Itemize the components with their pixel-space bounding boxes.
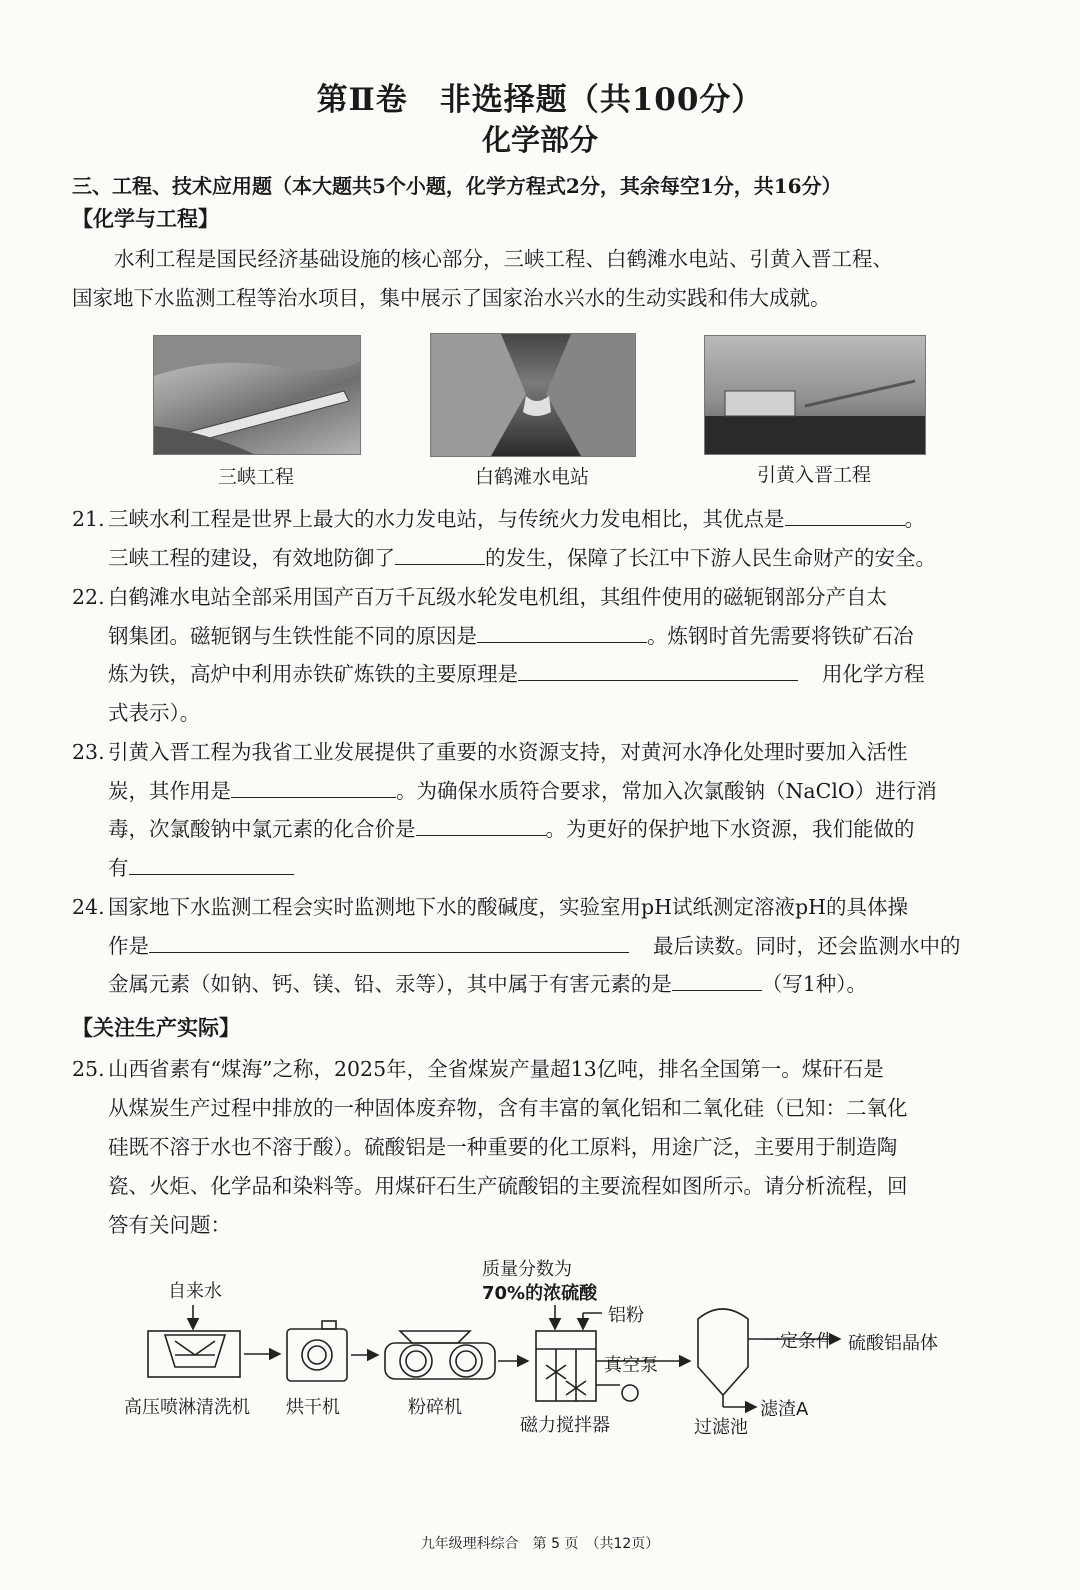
acid-label-line2: 70%的浓硫酸 xyxy=(482,1283,598,1304)
intro-line: 水利工程是国民经济基础设施的核心部分，三峡工程、白鹤滩水电站、引黄入晋工程、 xyxy=(114,247,893,271)
answer-blank[interactable] xyxy=(416,815,546,836)
residue-label: 滤渣A xyxy=(760,1399,809,1420)
question-text: 毒，次氯酸钠中氯元素的化合价是 xyxy=(108,817,416,841)
question-text: 作是 xyxy=(108,933,149,958)
answer-blank[interactable] xyxy=(477,622,647,643)
aluminum-powder-label: 铝粉 xyxy=(608,1305,644,1326)
question-text: 。炼钢时首先需要将铁矿石冶 xyxy=(647,623,914,648)
answer-blank[interactable] xyxy=(785,505,905,526)
photo-caption: 三峡工程 xyxy=(217,466,294,488)
question-text: 。为更好的保护地下水资源，我们能做的 xyxy=(545,817,915,841)
crusher-label: 粉碎机 xyxy=(408,1397,462,1418)
question-23 xyxy=(72,733,1012,887)
stirrer-label: 磁力搅拌器 xyxy=(520,1415,610,1436)
acid-label-line1: 质量分数为 xyxy=(482,1259,572,1280)
question-text: 钢集团。磁轭钢与生铁性能不同的原因是 xyxy=(108,623,477,648)
section-heading: 三、工程、技术应用题（本大题共5个小题，化学方程式2分，其余每空1分，共16分） xyxy=(72,174,842,198)
answer-blank[interactable] xyxy=(231,777,396,798)
question-text: 答有关问题： xyxy=(108,1213,231,1237)
condition-label: 一定条件 xyxy=(762,1331,834,1352)
question-number: 24. xyxy=(72,895,105,919)
exam-part-title: 第Ⅱ卷 非选择题（共100分） xyxy=(316,82,764,118)
yellow-river-image xyxy=(705,336,925,454)
process-flow-diagram xyxy=(0,1255,1080,1455)
question-text: 白鹤滩水电站全部采用国产百万千瓦级水轮发电机组，其组件使用的磁轭钢部分产自太 xyxy=(108,585,887,609)
question-text: 金属元素（如钠、钙、镁、铅、汞等），其中属于有害元素的是 xyxy=(108,972,672,996)
baihetan-image xyxy=(431,334,635,456)
page-footer: 九年级理科综合 第 5 页 （共12页） xyxy=(420,1536,660,1552)
three-gorges-image xyxy=(154,336,360,454)
topic-tag-production: 【关注生产实际】 xyxy=(72,1015,240,1040)
answer-blank[interactable] xyxy=(395,544,485,565)
vacuum-pump-label: 真空泵 xyxy=(604,1355,658,1376)
product-label: 硫酸铝晶体 xyxy=(848,1333,938,1354)
question-number: 21. xyxy=(72,507,105,531)
question-text: 。 xyxy=(904,507,925,531)
photo-caption: 白鹤滩水电站 xyxy=(474,466,589,488)
question-text: 炼为铁，高炉中利用赤铁矿炼铁的主要原理是 xyxy=(108,662,518,686)
answer-blank[interactable] xyxy=(672,970,762,991)
question-text: 从煤炭生产过程中排放的一种固体废弃物，含有丰富的氧化铝和二氧化硅（已知：二氧化 xyxy=(108,1096,908,1120)
question-number: 22. xyxy=(72,585,105,609)
intro-line: 国家地下水监测工程等治水项目，集中展示了国家治水兴水的生动实践和伟大成就。 xyxy=(72,286,831,310)
question-22 xyxy=(72,578,1012,732)
topic-tag-engineering: 【化学与工程】 xyxy=(72,206,219,231)
yellow-river-photo xyxy=(704,335,926,455)
photo-caption: 引黄入晋工程 xyxy=(756,464,871,486)
baihetan-photo xyxy=(430,333,636,457)
three-gorges-photo xyxy=(153,335,361,455)
tap-water-label: 自来水 xyxy=(168,1281,222,1302)
question-number: 25. xyxy=(72,1057,105,1081)
washer-label: 高压喷淋清洗机 xyxy=(124,1397,250,1418)
question-24 xyxy=(72,888,1012,1004)
question-text: 山西省素有“煤海”之称，2025年，全省煤炭产量超13亿吨，排名全国第一。煤矸石是 xyxy=(108,1057,884,1081)
question-text: 三峡工程的建设，有效地防御了 xyxy=(108,545,395,570)
question-25 xyxy=(72,1050,1012,1245)
subject-title: 化学部分 xyxy=(481,123,598,157)
question-text: 有 xyxy=(108,855,129,880)
question-text: 最后读数。同时，还会监测水中的 xyxy=(653,933,961,958)
question-text: 瓷、火炬、化学品和染料等。用煤矸石生产硫酸铝的主要流程如图所示。请分析流程，回 xyxy=(108,1174,908,1198)
question-text: 国家地下水监测工程会实时监测地下水的酸碱度，实验室用pH试纸测定溶液pH的具体操 xyxy=(108,895,908,919)
question-text: 。为确保水质符合要求，常加入次氯酸钠（NaClO）进行消 xyxy=(396,778,937,803)
question-number: 23. xyxy=(72,740,105,764)
question-text: 硅既不溶于水也不溶于酸）。硫酸铝是一种重要的化工原料，用途广泛，主要用于制造陶 xyxy=(108,1135,898,1159)
intro-paragraph xyxy=(72,240,1012,318)
question-text: （写1种）。 xyxy=(761,972,868,996)
question-text: 的发生，保障了长江中下游人民生命财产的安全。 xyxy=(485,545,936,570)
dryer-label: 烘干机 xyxy=(286,1397,340,1418)
answer-blank[interactable] xyxy=(518,660,798,681)
question-21 xyxy=(72,500,1012,577)
answer-blank[interactable] xyxy=(129,854,294,875)
question-text: 式表示）。 xyxy=(108,700,201,725)
question-text: 引黄入晋工程为我省工业发展提供了重要的水资源支持，对黄河水净化处理时要加入活性 xyxy=(108,740,908,764)
question-text: 炭，其作用是 xyxy=(108,778,231,803)
question-text: 用化学方程 xyxy=(822,662,925,686)
answer-blank[interactable] xyxy=(149,932,629,953)
filter-tank-label: 过滤池 xyxy=(694,1417,748,1438)
question-text: 三峡水利工程是世界上最大的水力发电站，与传统火力发电相比，其优点是 xyxy=(108,507,785,531)
